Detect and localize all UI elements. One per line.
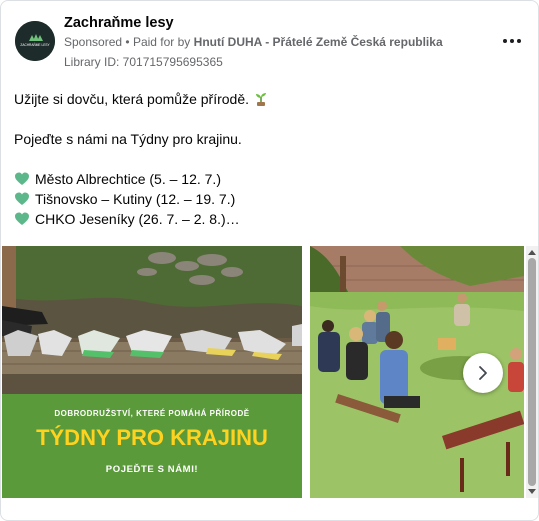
green-heart-icon — [14, 191, 30, 207]
sponsor-line — [64, 35, 443, 49]
avatar[interactable] — [15, 21, 55, 61]
chevron-right-icon — [477, 365, 489, 381]
paid-for-by[interactable]: Hnutí DUHA - Přátelé Země Česká republika — [193, 35, 443, 49]
sponsored-label: Sponsored — [64, 35, 123, 49]
location-item: Tišnovsko – Kutiny (12. – 19. 7.) — [14, 189, 524, 209]
image-carousel[interactable] — [2, 246, 524, 498]
paid-for-prefix: Paid for by — [132, 35, 191, 49]
scroll-up-icon[interactable] — [526, 246, 538, 258]
body-line-2: Pojeďte s námi na Týdny pro krajinu. — [14, 131, 242, 147]
page-name[interactable]: Zachraňme lesy — [64, 15, 174, 31]
ad-body-text — [14, 89, 524, 229]
separator-dot: • — [125, 35, 133, 49]
library-id: Library ID: 701715795695365 — [64, 55, 223, 69]
promo-title: TÝDNY PRO KRAJINU — [36, 425, 268, 450]
location-item: CHKO Jeseníky (26. 7. – 2. 8.)… — [14, 209, 524, 229]
more-options-icon[interactable] — [502, 33, 522, 49]
scrollbar-thumb[interactable] — [528, 258, 536, 486]
promo-subtitle: DOBRODRUŽSTVÍ, KTERÉ POMÁHÁ PŘÍRODĚ — [54, 409, 250, 418]
scrollbar[interactable] — [526, 246, 538, 498]
location-item: Město Albrechtice (5. – 12. 7.) — [14, 169, 524, 189]
scroll-down-icon[interactable] — [526, 486, 538, 498]
promo-cta: POJEĎTE S NÁMI! — [105, 464, 199, 475]
carousel-next-button[interactable] — [463, 353, 503, 393]
carousel-slide-1[interactable] — [2, 246, 302, 498]
green-heart-icon — [14, 171, 30, 187]
seedling-icon — [253, 91, 269, 107]
green-heart-icon — [14, 211, 30, 227]
ad-header — [13, 13, 526, 71]
body-line-1: Užijte si dovču, která pomůže přírodě. — [14, 89, 524, 109]
avatar-logo-text: ZACHRAŇME LESY — [20, 43, 50, 47]
